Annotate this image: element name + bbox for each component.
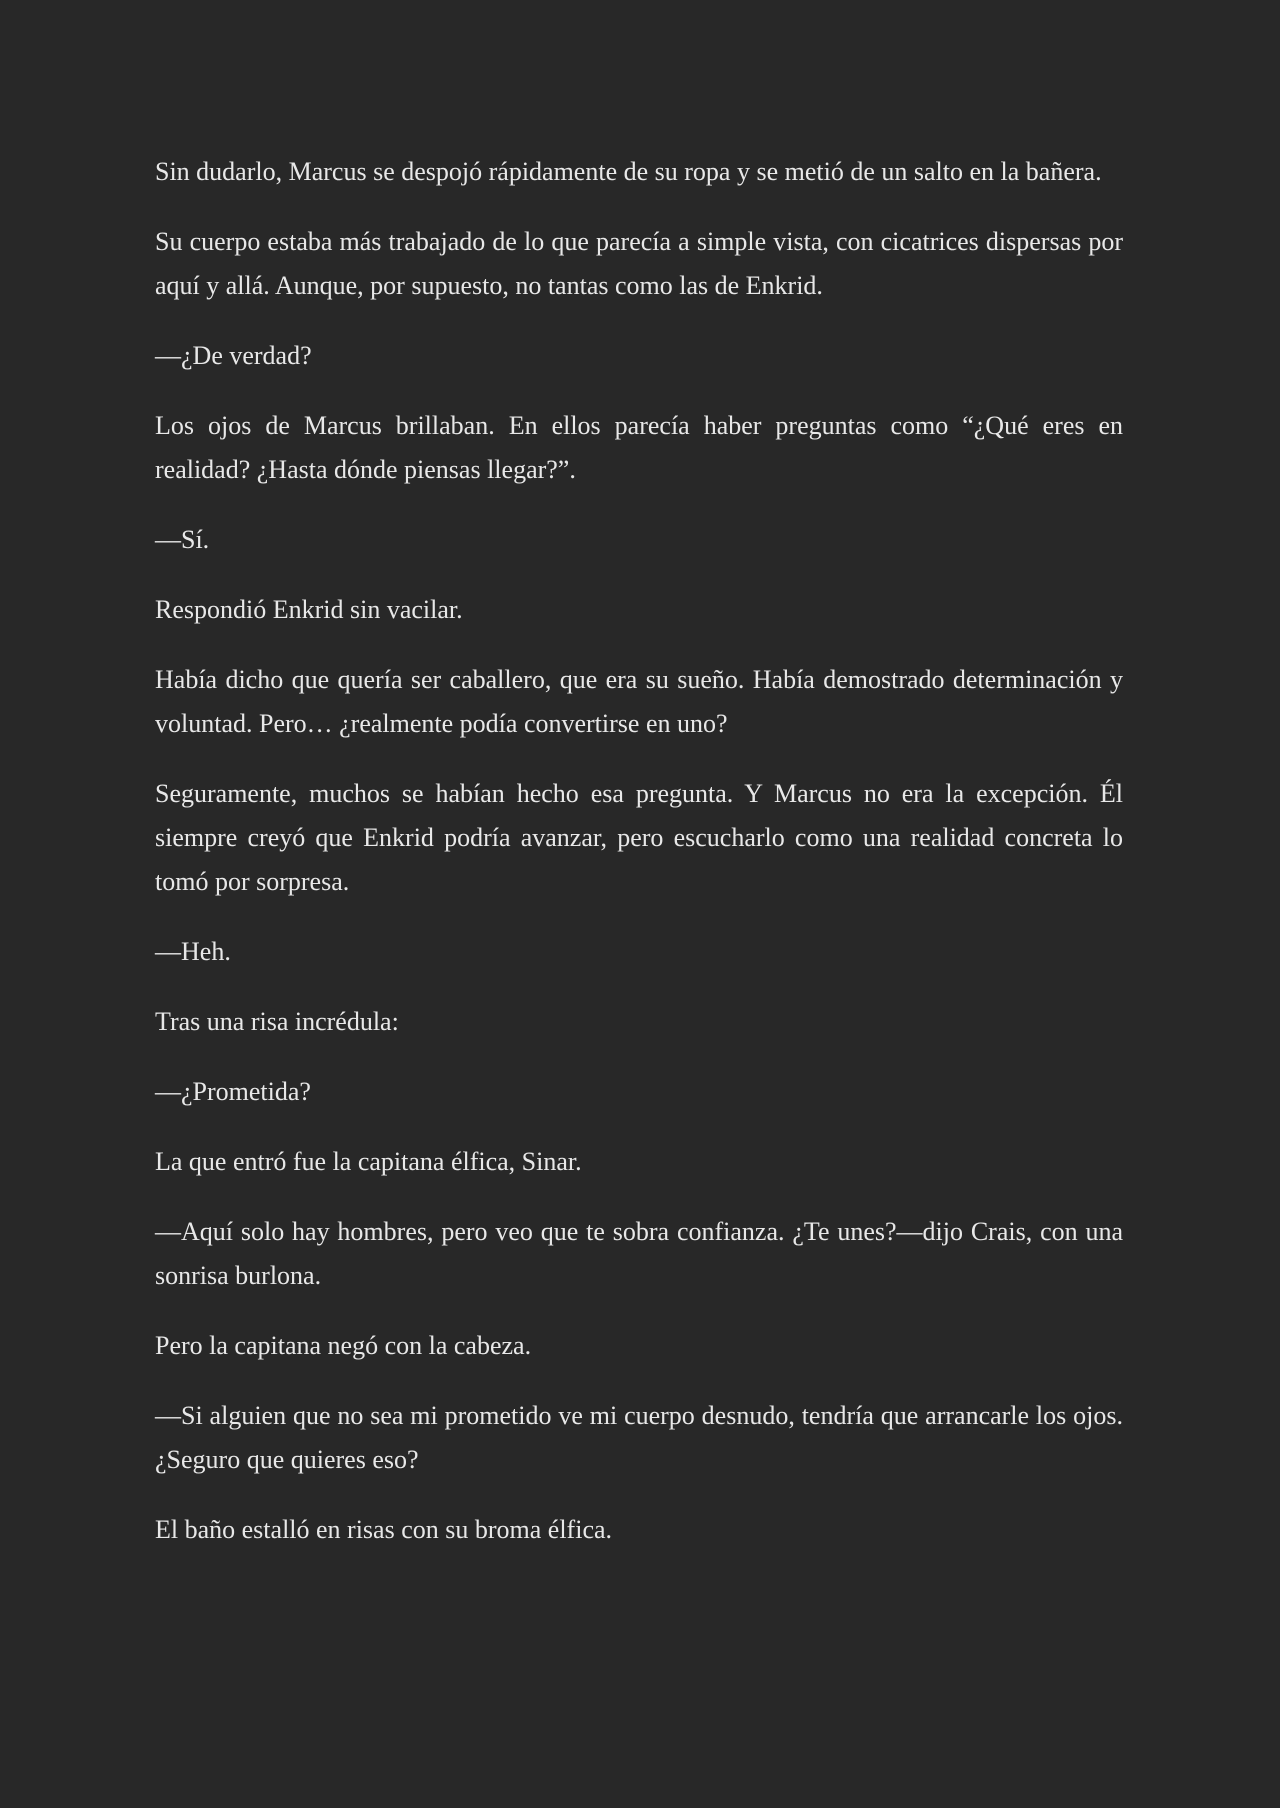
dialogue-line: —Heh. — [155, 937, 231, 966]
dialogue-line: —Aquí solo hay hombres, pero veo que te sobra confianza. ¿Te unes?—dijo Crais, con una sonrisa burlona. — [155, 1217, 1123, 1290]
paragraph: Los ojos de Marcus brillaban. En ellos parecía haber preguntas como “¿Qué eres en realidad? ¿Hasta dónde piensas llegar?”. — [155, 411, 1123, 484]
dialogue-line: —Sí. — [155, 525, 210, 554]
paragraph: Había dicho que quería ser caballero, que era su sueño. Había demostrado determinación y voluntad. Pero… ¿realmente podía convertirse en uno? — [155, 665, 1123, 738]
chapter-text — [155, 150, 1123, 1578]
paragraph: Su cuerpo estaba más trabajado de lo que parecía a simple vista, con cicatrices dispersas por aquí y allá. Aunque, por supuesto, no tantas como las de Enkrid. — [155, 227, 1123, 300]
dialogue-line: —¿Prometida? — [155, 1077, 311, 1106]
paragraph: Sin dudarlo, Marcus se despojó rápidamente de su ropa y se metió de un salto en la bañera. — [155, 157, 1102, 186]
dialogue-line: —¿De verdad? — [155, 341, 312, 370]
paragraph: Seguramente, muchos se habían hecho esa pregunta. Y Marcus no era la excepción. Él siempre creyó que Enkrid podría avanzar, pero escucharlo como una realidad concreta lo tomó por sorpresa. — [155, 779, 1123, 896]
paragraph: La que entró fue la capitana élfica, Sinar. — [155, 1147, 582, 1176]
dialogue-line: —Si alguien que no sea mi prometido ve mi cuerpo desnudo, tendría que arrancarle los ojos. ¿Seguro que quieres eso? — [155, 1401, 1123, 1474]
paragraph: Respondió Enkrid sin vacilar. — [155, 595, 463, 624]
paragraph: El baño estalló en risas con su broma élfica. — [155, 1515, 613, 1544]
paragraph: Pero la capitana negó con la cabeza. — [155, 1331, 532, 1360]
paragraph: Tras una risa incrédula: — [155, 1007, 399, 1036]
